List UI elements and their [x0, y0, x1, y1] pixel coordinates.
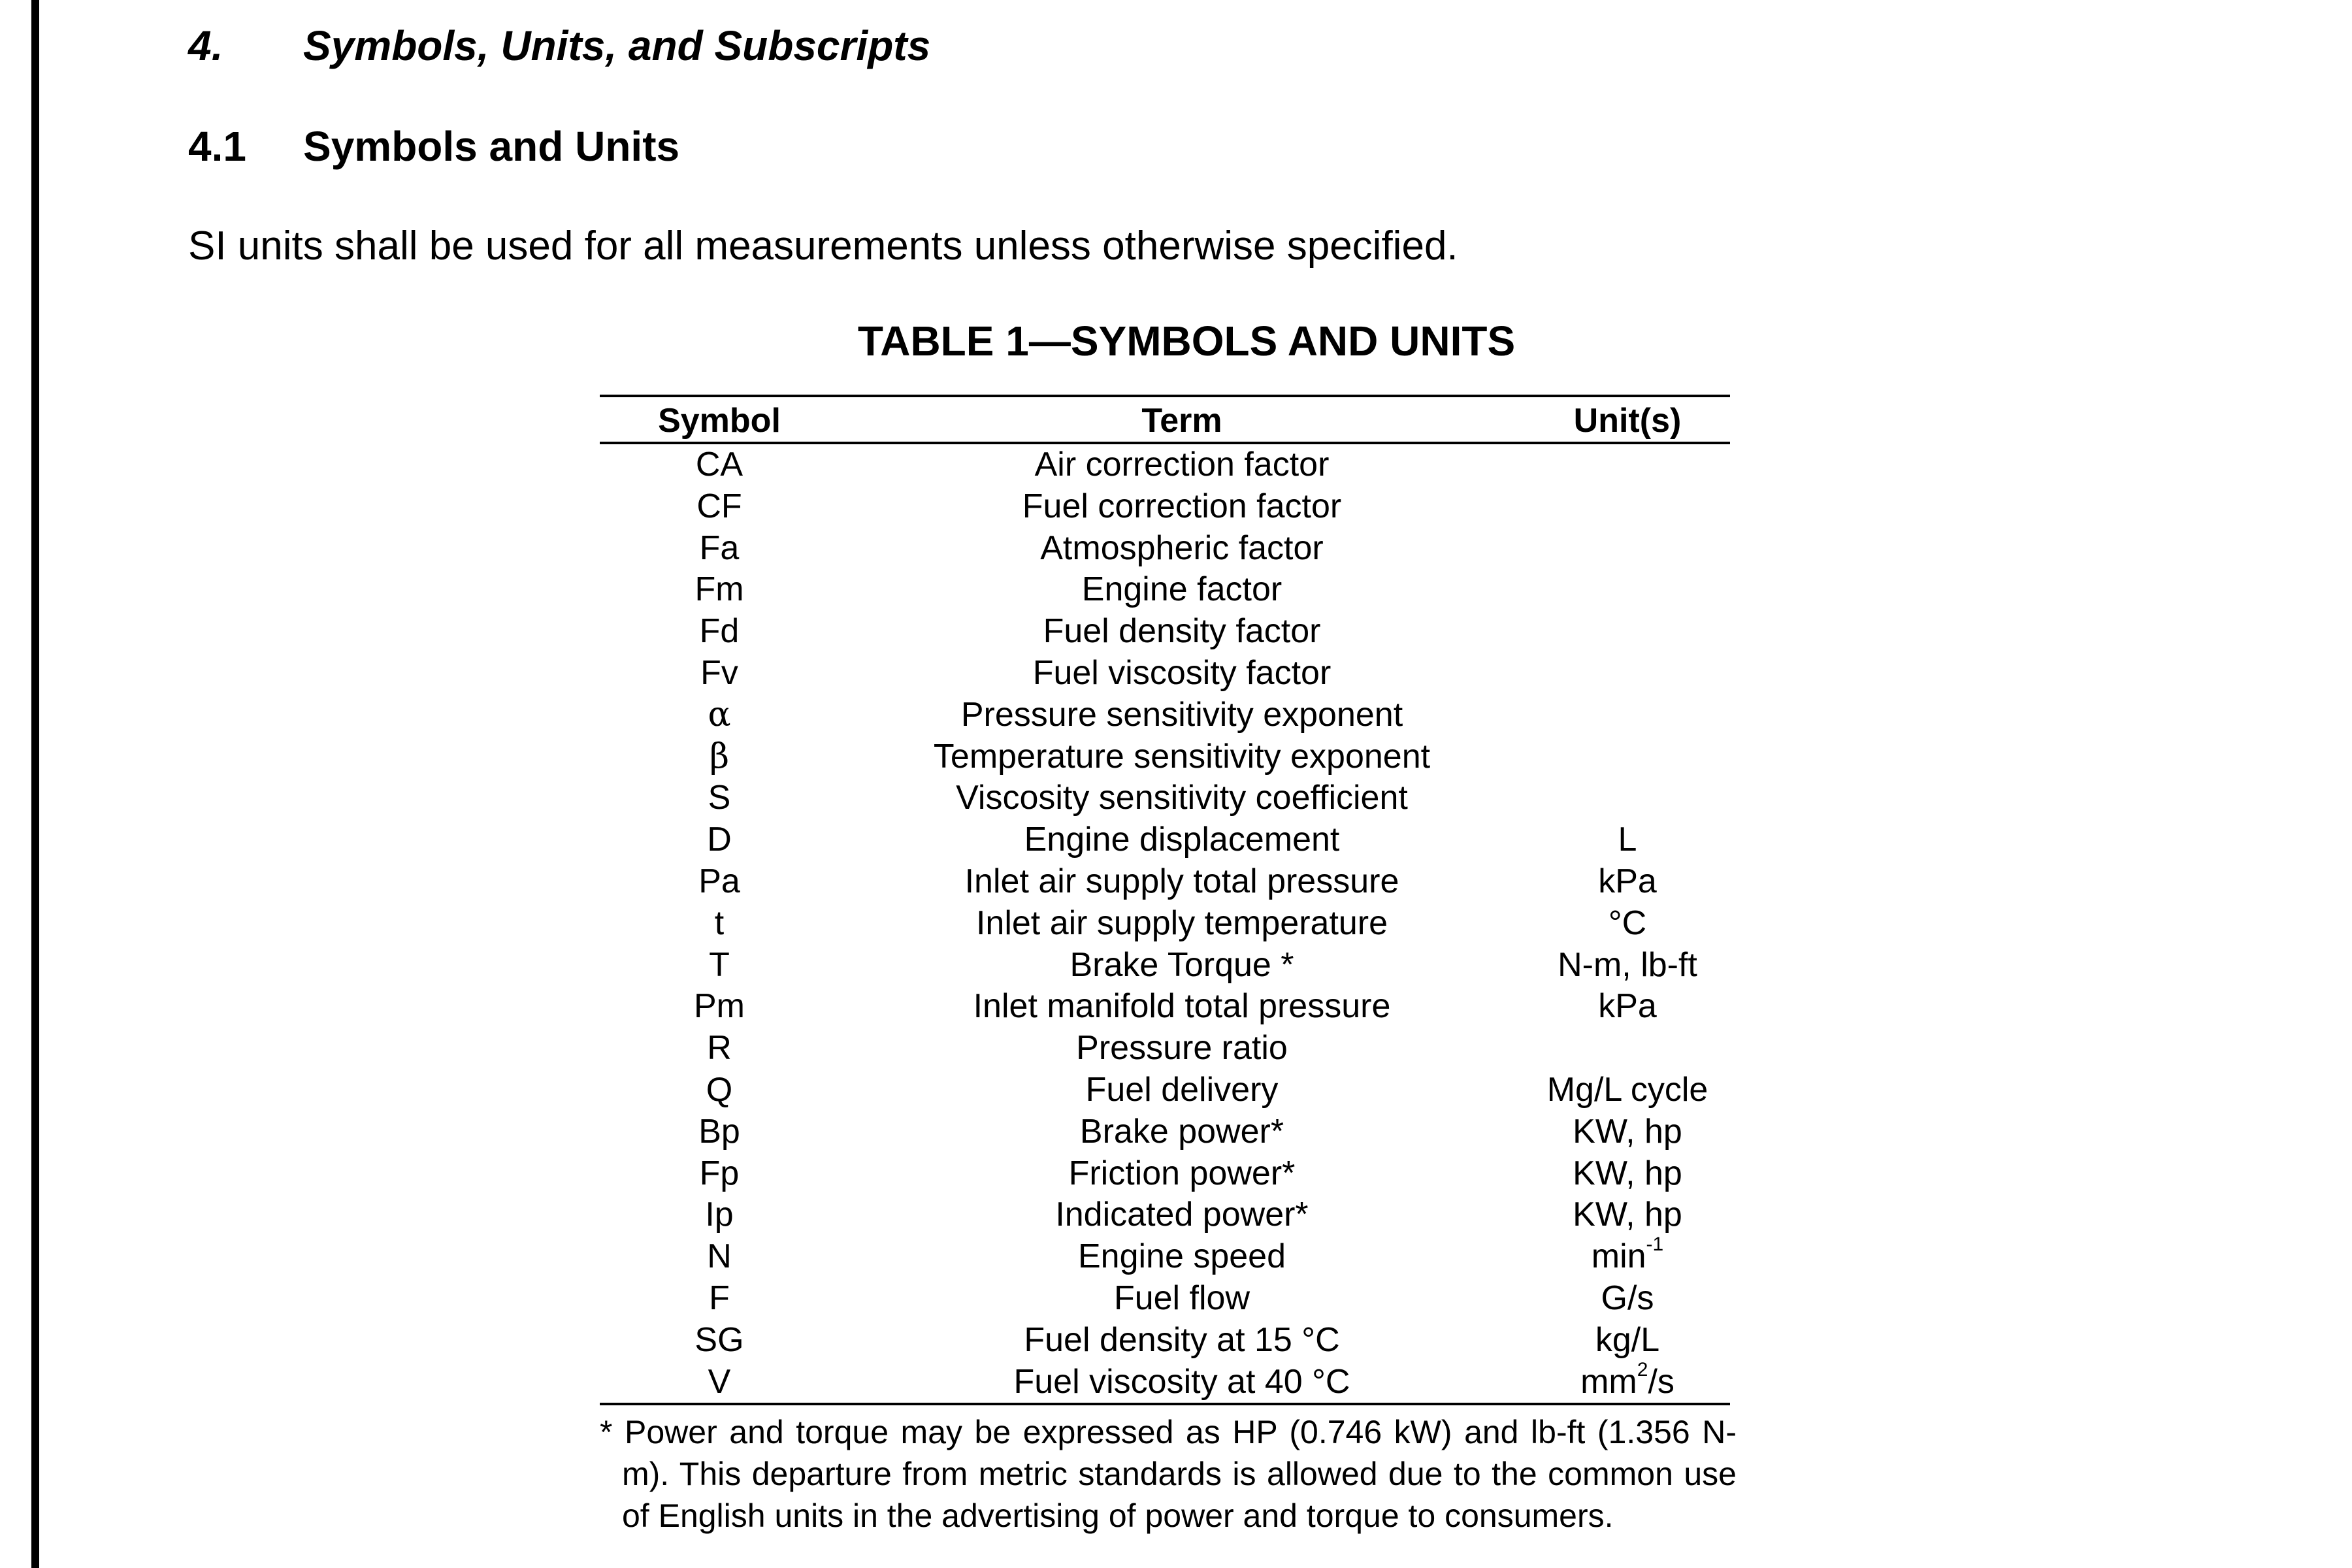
cell-unit	[1525, 611, 1730, 653]
table-row	[600, 1194, 1730, 1236]
cell-unit	[1525, 736, 1730, 778]
table-header-row	[600, 396, 1730, 443]
table-row	[600, 694, 1730, 736]
cell-term: Fuel flow	[1113, 1279, 1250, 1317]
cell-unit: N-m, lb-ft	[1558, 945, 1697, 984]
cell-term: Inlet air supply total pressure	[964, 862, 1399, 900]
cell-unit: KW, hp	[1573, 1154, 1682, 1192]
table-row	[600, 945, 1730, 987]
unit-suffix: /s	[1648, 1362, 1674, 1401]
table-row	[600, 528, 1730, 570]
cell-symbol: S	[708, 779, 731, 817]
cell-symbol: Q	[706, 1070, 733, 1109]
cell-symbol: Fa	[699, 529, 740, 567]
cell-symbol: β	[709, 736, 730, 776]
header-term: Term	[839, 396, 1525, 443]
cell-symbol: Fp	[699, 1154, 740, 1192]
cell-symbol: Pa	[698, 862, 740, 900]
cell-symbol: CF	[696, 487, 742, 525]
cell-symbol: N	[707, 1237, 732, 1276]
cell-term: Fuel viscosity factor	[1032, 653, 1331, 692]
cell-unit	[1525, 1233, 1730, 1278]
table-row	[600, 611, 1730, 653]
table-body	[600, 443, 1730, 1404]
table-row	[600, 819, 1730, 861]
cell-term: Fuel correction factor	[1022, 487, 1342, 525]
cell-symbol: Ip	[705, 1196, 734, 1234]
cell-unit	[1525, 1358, 1730, 1405]
cell-unit: KW, hp	[1573, 1112, 1682, 1151]
cell-term: Fuel density factor	[1043, 612, 1321, 651]
cell-symbol: Pm	[694, 987, 745, 1026]
header-units: Unit(s)	[1525, 396, 1730, 443]
cell-term: Atmospheric factor	[1040, 529, 1324, 567]
cell-symbol: SG	[694, 1320, 744, 1359]
table-row	[600, 1236, 1730, 1278]
cell-unit: kPa	[1598, 987, 1657, 1026]
table-row	[600, 653, 1730, 694]
cell-symbol: t	[714, 904, 725, 942]
cell-term: Pressure sensitivity exponent	[960, 695, 1403, 734]
table-row	[600, 986, 1730, 1028]
table-footnote: * Power and torque may be expressed as HP (0.746 kW) and lb-ft (1.356 N-m). This departure from metric standards is allowed due to the common use of English units in the advertising of power and torque to consumers.	[600, 1414, 1737, 1534]
cell-term: Brake Torque *	[1070, 945, 1294, 984]
cell-unit	[1525, 569, 1730, 611]
cell-symbol: T	[709, 945, 730, 984]
cell-term: Engine displacement	[1024, 821, 1340, 859]
unit-exponent: -1	[1646, 1233, 1664, 1256]
unit-base: min	[1591, 1237, 1646, 1276]
table-row	[600, 569, 1730, 611]
table-row	[600, 1320, 1730, 1362]
cell-symbol: Fd	[699, 612, 740, 651]
cell-term: Fuel viscosity at 40 °C	[839, 1362, 1525, 1405]
table-row	[600, 443, 1730, 486]
cell-unit: kPa	[1598, 862, 1657, 900]
table-row	[600, 861, 1730, 903]
cell-term: Fuel delivery	[1085, 1070, 1279, 1109]
cell-symbol: CA	[695, 446, 743, 483]
cell-symbol: Fm	[694, 570, 744, 609]
cell-unit	[1525, 694, 1730, 736]
subsection-number: 4.1	[188, 123, 246, 170]
cell-symbol: F	[709, 1279, 730, 1317]
cell-unit: L	[1618, 821, 1637, 859]
table-row	[600, 1028, 1730, 1070]
cell-symbol: Fv	[700, 653, 738, 692]
cell-term: Engine factor	[1081, 570, 1282, 609]
table-row	[600, 1153, 1730, 1195]
section-number: 4.	[188, 22, 223, 69]
cell-symbol: R	[707, 1029, 732, 1068]
cell-unit	[1525, 486, 1730, 528]
table-row	[600, 1070, 1730, 1111]
change-bar	[31, 0, 39, 1568]
cell-unit	[1525, 1028, 1730, 1070]
table-title: TABLE 1—SYMBOLS AND UNITS	[857, 318, 1516, 365]
header-symbol: Symbol	[600, 396, 839, 443]
cell-term: Friction power*	[1068, 1154, 1296, 1192]
cell-symbol: V	[600, 1362, 839, 1405]
table-row	[600, 736, 1730, 778]
intro-paragraph: SI units shall be used for all measurements unless otherwise specified.	[188, 223, 1458, 269]
cell-term: Inlet air supply temperature	[975, 904, 1388, 942]
cell-term: Brake power*	[1079, 1112, 1284, 1151]
cell-unit: G/s	[1601, 1279, 1654, 1317]
unit-base: mm	[1580, 1362, 1637, 1401]
cell-term: Inlet manifold total pressure	[973, 987, 1391, 1026]
cell-unit: Mg/L cycle	[1546, 1070, 1708, 1109]
table-row	[600, 486, 1730, 528]
subsection-title: Symbols and Units	[303, 123, 680, 170]
table-row	[600, 777, 1730, 819]
table-row	[600, 1111, 1730, 1153]
cell-unit	[1525, 528, 1730, 570]
cell-term: Indicated power*	[1055, 1196, 1309, 1234]
symbols-units-table	[600, 395, 1730, 1405]
cell-symbol: Bp	[698, 1112, 740, 1151]
cell-unit: kg/L	[1595, 1320, 1660, 1359]
cell-symbol: α	[708, 694, 731, 734]
table-row	[600, 1278, 1730, 1320]
cell-term: Temperature sensitivity exponent	[933, 737, 1431, 776]
cell-unit	[1525, 653, 1730, 694]
cell-term: Engine speed	[1077, 1237, 1286, 1276]
unit-exponent: 2	[1637, 1358, 1648, 1380]
cell-unit: KW, hp	[1573, 1196, 1682, 1234]
cell-term: Viscosity sensitivity coefficient	[956, 779, 1408, 817]
cell-term: Air correction factor	[1034, 446, 1330, 483]
section-title: Symbols, Units, and Subscripts	[303, 22, 931, 69]
cell-term: Pressure ratio	[1076, 1029, 1288, 1068]
cell-unit: °C	[1608, 904, 1647, 942]
cell-unit	[1525, 777, 1730, 819]
cell-unit	[1525, 443, 1730, 486]
cell-symbol: D	[707, 821, 732, 859]
cell-term: Fuel density at 15 °C	[1024, 1320, 1340, 1359]
table-row	[600, 1362, 1730, 1405]
table-row	[600, 903, 1730, 945]
